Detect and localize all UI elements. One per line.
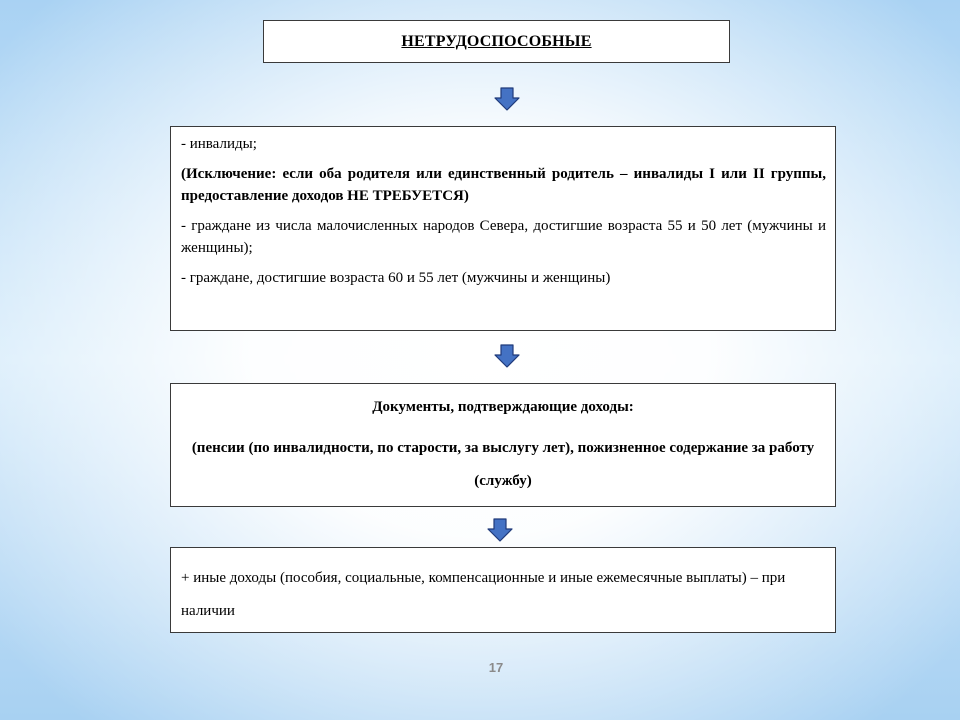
arrow-shape — [495, 345, 519, 367]
category-item-north-peoples: - граждане из числа малочисленных народов Севера, достигшие возраста 55 и 50 лет (мужчины и женщины); — [181, 218, 826, 256]
category-item-disabled: - инвалиды; — [181, 136, 257, 152]
exception-note: (Исключение: если оба родителя или единственный родитель – инвалиды I или II группы, предоставление доходов НЕ ТРЕБУЕТСЯ) — [181, 166, 826, 204]
income-documents-box — [170, 383, 836, 507]
arrow-shape — [495, 88, 519, 110]
page-number: 17 — [488, 660, 504, 675]
category-item-age: - граждане, достигшие возраста 60 и 55 лет (мужчины и женщины) — [181, 270, 611, 286]
arrow-down-icon — [494, 344, 520, 368]
page-title: НЕТРУДОСПОСОБНЫЕ — [401, 32, 592, 50]
other-income-text: + иные доходы (пособия, социальные, компенсационные и иные ежемесячные выплаты) – при наличии — [181, 570, 786, 619]
income-documents-description: (пенсии (по инвалидности, по старости, за выслугу лет), пожизненное содержание за работу (службу) — [191, 440, 815, 489]
income-documents-heading: Документы, подтверждающие доходы: — [372, 399, 634, 415]
arrow-down-icon — [487, 518, 513, 542]
other-income-box — [170, 547, 836, 633]
title-box — [263, 20, 730, 63]
disabled-categories-box — [170, 126, 836, 331]
arrow-shape — [488, 519, 512, 541]
arrow-down-icon — [494, 87, 520, 111]
